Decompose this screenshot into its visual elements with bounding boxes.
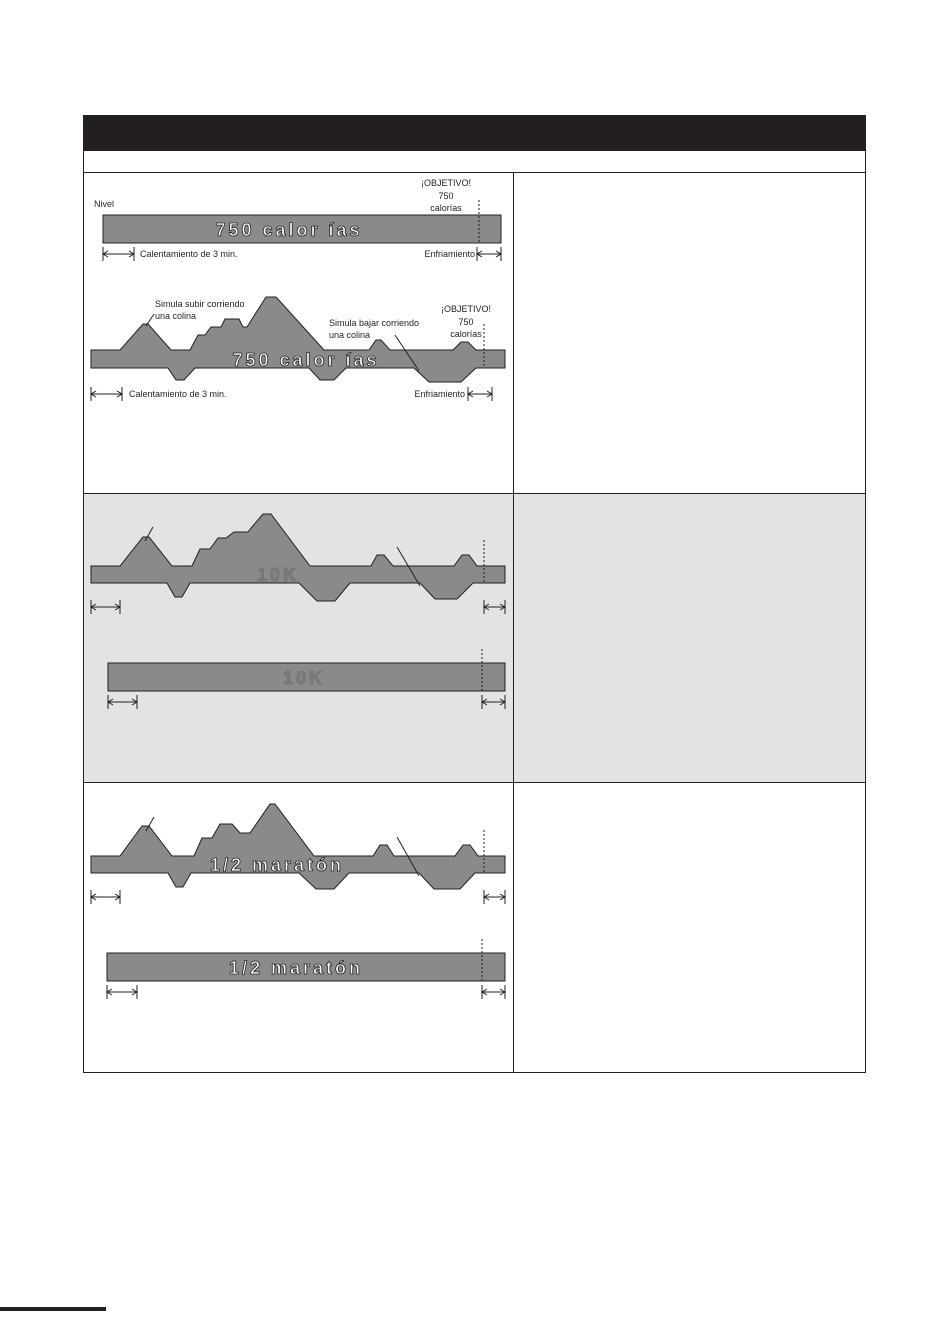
half-marathon-program-diagram xyxy=(84,783,513,1072)
calories-program-cell xyxy=(83,172,514,494)
10k-description-cell xyxy=(513,493,866,783)
goal-unit-2: calorías xyxy=(450,329,482,339)
half-marathon-hill-profile xyxy=(91,804,505,889)
hill-down-label-line2: una colina xyxy=(329,330,371,340)
calories-hill-text: 750 calor ías xyxy=(232,350,380,370)
hill-down-label-line1: Simula bajar corriendo xyxy=(329,318,420,328)
half-marathon-bar-text: 1/2 maratón xyxy=(228,958,364,978)
half-marathon-program-cell xyxy=(83,782,514,1073)
half-marathon-description-cell xyxy=(513,782,866,1073)
warmup-label: Calentamiento de 3 min. xyxy=(140,249,238,259)
10k-hill-profile xyxy=(91,514,505,601)
cooldown-label-2: Enfriamiento xyxy=(414,389,465,399)
warmup-label-2: Calentamiento de 3 min. xyxy=(129,389,227,399)
calories-program-diagram xyxy=(84,173,513,493)
10k-profile-text: 10K xyxy=(256,565,300,585)
half-marathon-profile-text: 1/2 maratón xyxy=(209,855,345,875)
program-table xyxy=(83,115,866,1073)
hill-up-pointer xyxy=(146,314,154,326)
10k-program-cell xyxy=(83,493,514,783)
table-subheader-row xyxy=(83,151,866,173)
page-footer-rule xyxy=(0,1307,106,1311)
hill-up-label-line1: Simula subir corriendo xyxy=(155,299,245,309)
goal-label: ¡OBJETIVO! xyxy=(420,178,472,188)
goal-value-2: 750 xyxy=(458,317,474,327)
goal-unit: calorías xyxy=(430,203,462,213)
level-label: Nivel xyxy=(94,199,115,209)
calories-bar-text: 750 calor ías xyxy=(215,220,363,240)
table-header-bar xyxy=(83,115,866,151)
hill-up-label-line2: una colina xyxy=(155,311,197,321)
calories-description-cell xyxy=(513,172,866,494)
goal-label-2: ¡OBJETIVO! xyxy=(440,304,492,314)
10k-program-diagram xyxy=(84,494,513,782)
goal-value: 750 xyxy=(438,191,454,201)
10k-bar-text: 10K xyxy=(282,668,326,688)
cooldown-label: Enfriamiento xyxy=(424,249,475,259)
